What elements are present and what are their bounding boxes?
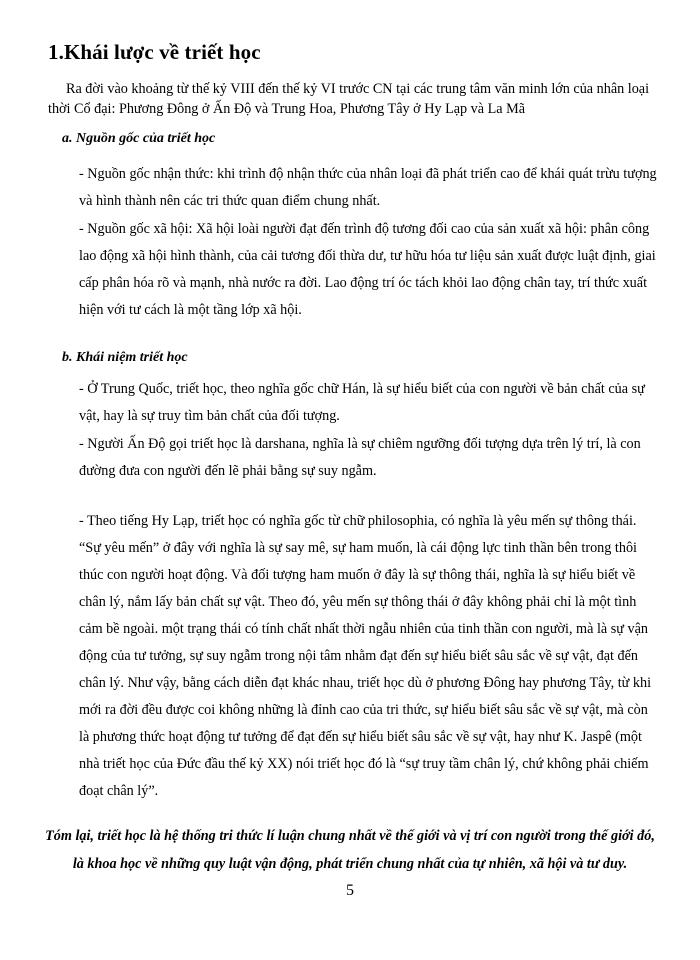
india-definition-paragraph: - Người Ấn Độ gọi triết học là darshana, nghĩa là sự chiêm ngưỡng đối tượng dựa trên lý trí, là con đường đưa con người đến lẽ phải bằng sự suy ngẫm. xyxy=(79,436,641,479)
china-definition-paragraph: - Ở Trung Quốc, triết học, theo nghĩa gốc chữ Hán, là sự hiểu biết của con người về bản chất của sự vật, hay là sự truy tìm bản chất của đối tượng. xyxy=(79,381,645,424)
greece-definition-paragraph: - Theo tiếng Hy Lạp, triết học có nghĩa gốc từ chữ philosophia, có nghĩa là yêu mến sự thông thái. “Sự yêu mến” ở đây với nghĩa là sự say mê, sự ham muốn, là cái động lực tinh thần bên trong thôi thúc con người hoạt động. Và đối tượng ham muốn ở đây là sự thông thái, nghĩa là sự hiểu biết về chân lý, nắm lấy bản chất sự vật. Theo đó, yêu mến sự thông thái ở đây không phải chỉ là một tình cảm bề ngoài. một trạng thái có tính chất nhất thời ngẫu nhiên của tinh thần con người, mà là sự vận động của tư tưởng, sự suy ngẫm trong nội tâm nhằm đạt đến sự hiểu biết sâu sắc về sự vật, đạt đến chân lý. Như vậy, bằng cách diễn đạt khác nhau, triết học dù ở phương Đông hay phương Tây, từ khi mới ra đời đều được coi không những là đỉnh cao của tri thức, sự hiểu biết sâu sắc về sự vật, mà còn là phương thức hoạt động tư tưởng để đạt đến sự hiểu biết sâu sắc về sự vật, hay như K. Jaspê (một nhà triết học của Đức đầu thế kỷ XX) nói triết học đó là “sự truy tầm chân lý, chứ không phải chiếm đoạt chân lý”. xyxy=(79,513,652,799)
conclusion-paragraph: Tóm lại, triết học là hệ thống tri thức lí luận chung nhất về thế giới và vị trí con người trong thế giới đó, là khoa học về những quy luật vận động, phát triển chung nhất của tự nhiên, xã hội và tư duy. xyxy=(45,828,655,872)
subsection-a-title: a. Nguồn gốc của triết học xyxy=(62,131,216,146)
page-number: 5 xyxy=(346,882,354,899)
origin-social-paragraph: - Nguồn gốc xã hội: Xã hội loài người đạt đến trình độ tương đối cao của sản xuất xã hội: phân công lao động xã hội hình thành, của cải tương đối thừa dư, tư hữu hóa tư liệu sản xuất được luật định, giai cấp phân hóa rõ và mạnh, nhà nước ra đời. Lao động trí óc tách khỏi lao động chân tay, trí thức xuất hiện với tư cách là một tầng lớp xã hội. xyxy=(79,221,656,318)
subsection-b-title: b. Khái niệm triết học xyxy=(62,350,188,365)
section-heading: 1.Khái lược về triết học xyxy=(48,40,261,64)
intro-paragraph: Ra đời vào khoảng từ thế kỷ VIII đến thế kỷ VI trước CN tại các trung tâm văn minh lớn của nhân loại thời Cổ đại: Phương Đông ở Ấn Độ và Trung Hoa, Phương Tây ở Hy Lạp và La Mã xyxy=(48,81,650,117)
origin-cognitive-paragraph: - Nguồn gốc nhận thức: khi trình độ nhận thức của nhân loại đã phát triển cao để khái quát trừu tượng và hình thành nên các tri thức quan điểm chung nhất. xyxy=(79,166,657,209)
